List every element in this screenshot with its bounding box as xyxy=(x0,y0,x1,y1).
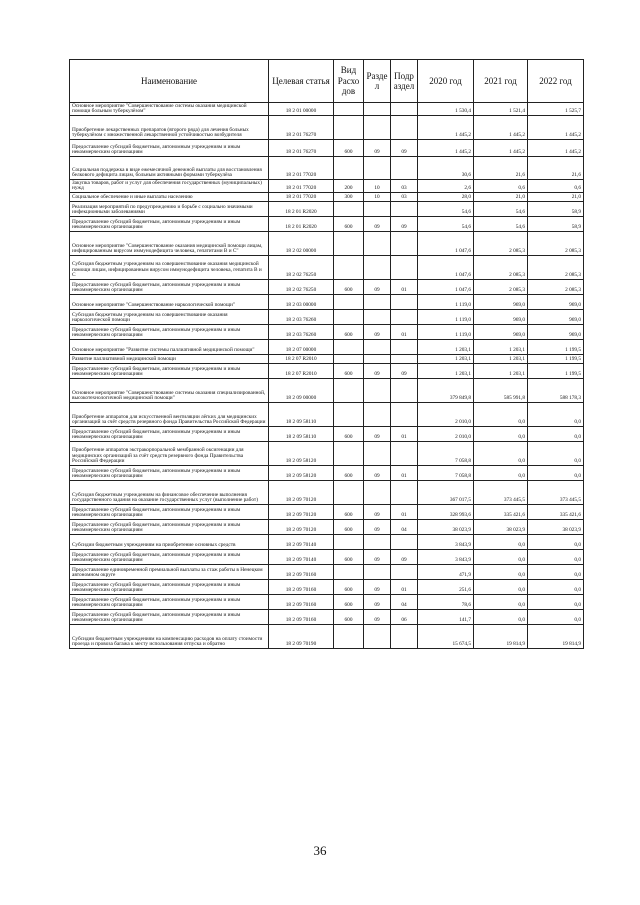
row-name: Предоставление единовременной премиальной выплаты за стаж работы в Ненецком автономном округе xyxy=(70,565,269,580)
row-value-2020: 1 047,6 xyxy=(418,280,474,295)
table-row xyxy=(70,103,584,116)
row-name: Развитие паллиативной медицинской помощи xyxy=(70,355,269,364)
row-section xyxy=(364,403,391,427)
row-target-article: 18 2 01 77020 xyxy=(269,180,334,193)
row-value-2021: 54,6 xyxy=(474,202,528,217)
row-target-article: 18 2 09 58120 xyxy=(269,442,334,466)
row-section xyxy=(364,103,391,116)
row-subsection: 09 xyxy=(391,364,418,379)
row-target-article: 18 2 01 76270 xyxy=(269,116,334,140)
row-name: Закупка товаров, работ и услуг для обеспечения государственных (муниципальных) нужд xyxy=(70,180,269,193)
row-expense-type: 600 xyxy=(334,580,364,595)
row-name: Предоставление субсидий бюджетным, автономным учреждениям и иным некоммерческим организациям xyxy=(70,325,269,340)
row-expense-type xyxy=(334,202,364,217)
row-subsection xyxy=(391,403,418,427)
row-value-2022: 58,9 xyxy=(528,217,584,232)
row-section xyxy=(364,442,391,466)
row-subsection xyxy=(391,379,418,403)
table-row xyxy=(70,379,584,403)
row-subsection xyxy=(391,256,418,280)
row-name: Основное мероприятие "Совершенствование наркологической помощи" xyxy=(70,295,269,310)
row-value-2020: 1 530,4 xyxy=(418,103,474,116)
row-value-2020: 28,0 xyxy=(418,193,474,202)
row-value-2021: 0,0 xyxy=(474,610,528,625)
row-name: Приобретение аппаратов экстракорпоральной мембранной оксигенации для медицинских организаций за счёт средств резервного фонда Правительства Российской Федерации xyxy=(70,442,269,466)
page-number: 36 xyxy=(313,843,327,858)
header-subsection: Подр аздел xyxy=(391,60,418,103)
table-row xyxy=(70,466,584,481)
row-expense-type xyxy=(334,625,364,649)
table-row xyxy=(70,157,584,180)
row-value-2022: 1 199,5 xyxy=(528,355,584,364)
row-expense-type xyxy=(334,355,364,364)
row-name: Предоставление субсидий бюджетным, автономным учреждениям и иным некоммерческим организациям xyxy=(70,466,269,481)
row-subsection: 04 xyxy=(391,595,418,610)
row-subsection: 04 xyxy=(391,520,418,535)
row-value-2022: 21,6 xyxy=(528,157,584,180)
row-value-2022: 335 421,6 xyxy=(528,505,584,520)
row-section: 09 xyxy=(364,580,391,595)
row-target-article: 18 2 02 76250 xyxy=(269,256,334,280)
row-value-2022: 2 085,3 xyxy=(528,280,584,295)
row-target-article: 18 2 07 00000 xyxy=(269,340,334,355)
row-section xyxy=(364,565,391,580)
table-row xyxy=(70,340,584,355)
row-target-article: 18 2 09 70120 xyxy=(269,481,334,505)
row-name: Предоставление субсидий бюджетным, автономным учреждениям и иным некоммерческим организациям xyxy=(70,280,269,295)
row-value-2021: 21,6 xyxy=(474,157,528,180)
row-value-2022: 1 199,5 xyxy=(528,340,584,355)
table-row xyxy=(70,202,584,217)
table-row xyxy=(70,520,584,535)
row-value-2021: 1 203,1 xyxy=(474,364,528,379)
row-name: Приобретение лекарственных препаратов (второго ряда) для лечения больных туберкулёзом с множественной лекарственной устойчивостью возбудителя xyxy=(70,116,269,140)
row-expense-type xyxy=(334,103,364,116)
row-section: 10 xyxy=(364,193,391,202)
row-target-article: 18 2 03 76260 xyxy=(269,325,334,340)
row-value-2021: 969,0 xyxy=(474,325,528,340)
row-value-2020: 1 047,6 xyxy=(418,256,474,280)
row-value-2022: 969,0 xyxy=(528,295,584,310)
row-target-article: 18 2 09 58120 xyxy=(269,466,334,481)
row-expense-type xyxy=(334,403,364,427)
row-name: Основное мероприятие "Совершенствование оказания медицинской помощи лицам, инфицированным вирусом иммунодефицита человека, гепатитами В и С" xyxy=(70,232,269,256)
table-row xyxy=(70,116,584,140)
row-value-2020: 1 203,1 xyxy=(418,355,474,364)
row-expense-type: 600 xyxy=(334,427,364,442)
row-value-2022: 969,0 xyxy=(528,310,584,325)
row-value-2021: 1 445,2 xyxy=(474,140,528,157)
row-expense-type: 600 xyxy=(334,217,364,232)
row-subsection: 01 xyxy=(391,466,418,481)
row-section: 09 xyxy=(364,364,391,379)
row-expense-type xyxy=(334,295,364,310)
row-name: Субсидия бюджетным учреждениям на финансовое обеспечение выполнения государственного задания на оказание государственных услуг (выполнение работ) xyxy=(70,481,269,505)
table-row xyxy=(70,442,584,466)
table-row xyxy=(70,427,584,442)
row-subsection xyxy=(391,232,418,256)
row-subsection xyxy=(391,481,418,505)
row-value-2022: 0,0 xyxy=(528,610,584,625)
table-row xyxy=(70,505,584,520)
table-row xyxy=(70,481,584,505)
row-value-2022: 588 178,3 xyxy=(528,379,584,403)
row-value-2021: 969,0 xyxy=(474,295,528,310)
row-value-2022: 0,6 xyxy=(528,180,584,193)
row-value-2020: 2 010,0 xyxy=(418,403,474,427)
row-section xyxy=(364,340,391,355)
row-value-2020: 1 445,2 xyxy=(418,116,474,140)
row-subsection: 03 xyxy=(391,180,418,193)
row-expense-type: 200 xyxy=(334,180,364,193)
row-value-2020: 1 119,0 xyxy=(418,310,474,325)
row-value-2022: 969,0 xyxy=(528,325,584,340)
row-subsection xyxy=(391,116,418,140)
row-value-2020: 367 017,5 xyxy=(418,481,474,505)
row-value-2021: 585 991,8 xyxy=(474,379,528,403)
row-section: 09 xyxy=(364,217,391,232)
row-subsection: 03 xyxy=(391,193,418,202)
row-name: Субсидии бюджетным учреждениям на компенсацию расходов на оплату стоимости проезда и провоза багажа к месту использования отпуска и обратно xyxy=(70,625,269,649)
row-value-2022: 2 085,3 xyxy=(528,256,584,280)
table-row xyxy=(70,580,584,595)
row-expense-type xyxy=(334,157,364,180)
row-section xyxy=(364,625,391,649)
row-name: Предоставление субсидий бюджетным, автономным учреждениям и иным некоммерческим организациям xyxy=(70,595,269,610)
row-value-2022: 1 199,5 xyxy=(528,364,584,379)
row-expense-type xyxy=(334,535,364,550)
row-expense-type: 600 xyxy=(334,550,364,565)
row-subsection xyxy=(391,535,418,550)
row-target-article: 18 2 09 70140 xyxy=(269,535,334,550)
row-value-2021: 335 421,6 xyxy=(474,505,528,520)
row-value-2020: 1 119,0 xyxy=(418,295,474,310)
row-value-2021: 0,0 xyxy=(474,466,528,481)
table-row xyxy=(70,364,584,379)
row-value-2022: 0,0 xyxy=(528,535,584,550)
row-value-2022: 1 445,2 xyxy=(528,116,584,140)
row-value-2021: 54,6 xyxy=(474,217,528,232)
table-row xyxy=(70,280,584,295)
row-subsection xyxy=(391,625,418,649)
row-value-2020: 1 047,6 xyxy=(418,232,474,256)
row-name: Основное мероприятие "Совершенствование системы оказания специализированной, высокотехнологичной медицинской помощи" xyxy=(70,379,269,403)
row-target-article: 18 2 02 76250 xyxy=(269,280,334,295)
row-value-2020: 1 203,1 xyxy=(418,364,474,379)
row-target-article: 18 2 09 70140 xyxy=(269,550,334,565)
row-subsection: 09 xyxy=(391,217,418,232)
row-value-2022: 38 023,9 xyxy=(528,520,584,535)
row-expense-type xyxy=(334,481,364,505)
row-target-article: 18 2 01 R2020 xyxy=(269,202,334,217)
row-section: 09 xyxy=(364,505,391,520)
row-value-2020: 3 843,9 xyxy=(418,550,474,565)
row-name: Предоставление субсидий бюджетным, автономным учреждениям и иным некоммерческим организациям xyxy=(70,217,269,232)
row-value-2020: 251,6 xyxy=(418,580,474,595)
row-value-2021: 1 521,4 xyxy=(474,103,528,116)
row-value-2020: 141,7 xyxy=(418,610,474,625)
table-row xyxy=(70,355,584,364)
row-value-2022: 0,0 xyxy=(528,565,584,580)
row-expense-type: 600 xyxy=(334,325,364,340)
row-value-2021: 0,0 xyxy=(474,535,528,550)
row-value-2021: 2 085,3 xyxy=(474,280,528,295)
row-expense-type xyxy=(334,232,364,256)
row-name: Субсидии бюджетным учреждениям на приобретение основных средств xyxy=(70,535,269,550)
header-expense-type: Вид Расхо дов xyxy=(334,60,364,103)
row-section: 09 xyxy=(364,325,391,340)
table-row xyxy=(70,550,584,565)
row-section xyxy=(364,157,391,180)
table-row xyxy=(70,180,584,193)
row-section xyxy=(364,116,391,140)
row-section: 09 xyxy=(364,427,391,442)
table-row xyxy=(70,217,584,232)
row-name: Предоставление субсидий бюджетным, автономным учреждениям и иным некоммерческим организациям xyxy=(70,140,269,157)
row-value-2021: 0,0 xyxy=(474,565,528,580)
row-target-article: 18 2 09 70120 xyxy=(269,505,334,520)
table-row xyxy=(70,595,584,610)
row-value-2021: 0,0 xyxy=(474,427,528,442)
row-value-2020: 30,6 xyxy=(418,157,474,180)
row-section: 10 xyxy=(364,180,391,193)
row-subsection xyxy=(391,202,418,217)
row-section: 09 xyxy=(364,520,391,535)
row-value-2021: 21,0 xyxy=(474,193,528,202)
row-subsection xyxy=(391,295,418,310)
row-value-2020: 2,6 xyxy=(418,180,474,193)
row-target-article: 18 2 09 70160 xyxy=(269,595,334,610)
row-expense-type xyxy=(334,256,364,280)
table-header-row xyxy=(70,60,584,103)
row-subsection: 01 xyxy=(391,580,418,595)
row-value-2021: 373 445,5 xyxy=(474,481,528,505)
row-value-2022: 0,0 xyxy=(528,550,584,565)
header-year-2020: 2020 год xyxy=(418,60,474,103)
row-name: Реализация мероприятий по предупреждению и борьбе с социально значимыми инфекционными заболеваниями xyxy=(70,202,269,217)
row-target-article: 18 2 09 70160 xyxy=(269,580,334,595)
row-subsection xyxy=(391,565,418,580)
row-name: Основное мероприятие "Развитие системы паллиативной медицинской помощи" xyxy=(70,340,269,355)
row-subsection: 09 xyxy=(391,140,418,157)
row-value-2021: 2 085,3 xyxy=(474,232,528,256)
row-expense-type: 600 xyxy=(334,466,364,481)
header-target-article: Целевая статья xyxy=(269,60,334,103)
row-target-article: 18 2 01 77020 xyxy=(269,157,334,180)
row-value-2020: 38 023,9 xyxy=(418,520,474,535)
row-name: Предоставление субсидий бюджетным, автономным учреждениям и иным некоммерческим организациям xyxy=(70,364,269,379)
table-row xyxy=(70,310,584,325)
row-subsection xyxy=(391,340,418,355)
row-value-2021: 1 445,2 xyxy=(474,116,528,140)
row-section xyxy=(364,535,391,550)
row-value-2020: 7 058,8 xyxy=(418,466,474,481)
row-value-2022: 373 445,5 xyxy=(528,481,584,505)
row-expense-type xyxy=(334,379,364,403)
header-year-2021: 2021 год xyxy=(474,60,528,103)
row-target-article: 18 2 03 00000 xyxy=(269,295,334,310)
row-value-2021: 19 814,9 xyxy=(474,625,528,649)
row-section: 09 xyxy=(364,140,391,157)
row-target-article: 18 2 03 76260 xyxy=(269,310,334,325)
row-value-2022: 0,0 xyxy=(528,403,584,427)
row-value-2020: 54,6 xyxy=(418,217,474,232)
row-expense-type: 600 xyxy=(334,610,364,625)
row-value-2020: 78,6 xyxy=(418,595,474,610)
row-target-article: 18 2 07 R2010 xyxy=(269,364,334,379)
row-value-2020: 2 010,0 xyxy=(418,427,474,442)
row-subsection: 01 xyxy=(391,505,418,520)
row-name: Предоставление субсидий бюджетным, автономным учреждениям и иным некоммерческим организациям xyxy=(70,580,269,595)
row-name: Субсидия бюджетным учреждениям на совершенствование оказания наркологической помощи xyxy=(70,310,269,325)
row-target-article: 18 2 01 76270 xyxy=(269,140,334,157)
row-value-2022: 1 445,2 xyxy=(528,140,584,157)
row-subsection xyxy=(391,157,418,180)
table-row xyxy=(70,325,584,340)
row-value-2021: 0,0 xyxy=(474,403,528,427)
row-value-2021: 38 023,9 xyxy=(474,520,528,535)
row-value-2022: 19 814,9 xyxy=(528,625,584,649)
row-target-article: 18 2 09 70160 xyxy=(269,565,334,580)
row-section: 09 xyxy=(364,550,391,565)
row-section xyxy=(364,295,391,310)
row-name: Социальная поддержка в виде ежемесячной денежной выплаты для восстановления белкового дефицита лицам, больным активными формами туберкулёза xyxy=(70,157,269,180)
row-section: 09 xyxy=(364,610,391,625)
row-section xyxy=(364,256,391,280)
row-section: 09 xyxy=(364,280,391,295)
row-value-2020: 7 058,8 xyxy=(418,442,474,466)
row-value-2022: 21,0 xyxy=(528,193,584,202)
table-row xyxy=(70,625,584,649)
row-target-article: 18 2 01 R2020 xyxy=(269,217,334,232)
row-value-2022: 0,0 xyxy=(528,427,584,442)
header-name: Наименование xyxy=(70,60,269,103)
row-value-2021: 0,0 xyxy=(474,595,528,610)
row-value-2020: 15 674,5 xyxy=(418,625,474,649)
row-target-article: 18 2 07 R2010 xyxy=(269,355,334,364)
row-target-article: 18 2 09 70190 xyxy=(269,625,334,649)
row-target-article: 18 2 02 00000 xyxy=(269,232,334,256)
row-target-article: 18 2 09 58110 xyxy=(269,403,334,427)
row-expense-type: 600 xyxy=(334,280,364,295)
row-section xyxy=(364,310,391,325)
row-value-2022: 0,0 xyxy=(528,595,584,610)
row-value-2022: 0,0 xyxy=(528,466,584,481)
row-expense-type: 600 xyxy=(334,140,364,157)
row-expense-type: 600 xyxy=(334,520,364,535)
row-value-2020: 3 843,9 xyxy=(418,535,474,550)
row-section xyxy=(364,355,391,364)
row-name: Предоставление субсидий бюджетным, автономным учреждениям и иным некоммерческим организациям xyxy=(70,427,269,442)
row-expense-type xyxy=(334,310,364,325)
row-expense-type: 300 xyxy=(334,193,364,202)
row-value-2020: 54,6 xyxy=(418,202,474,217)
row-target-article: 18 2 01 77020 xyxy=(269,193,334,202)
row-value-2020: 1 119,0 xyxy=(418,325,474,340)
row-target-article: 18 2 09 00000 xyxy=(269,379,334,403)
table-row xyxy=(70,565,584,580)
row-value-2021: 1 203,1 xyxy=(474,355,528,364)
header-section: Разде л xyxy=(364,60,391,103)
row-subsection xyxy=(391,103,418,116)
row-value-2021: 0,6 xyxy=(474,180,528,193)
row-value-2021: 0,0 xyxy=(474,442,528,466)
table-row xyxy=(70,232,584,256)
row-value-2022: 0,0 xyxy=(528,580,584,595)
table-row xyxy=(70,403,584,427)
row-name: Предоставление субсидий бюджетным, автономным учреждениям и иным некоммерческим организациям xyxy=(70,610,269,625)
row-target-article: 18 2 01 00000 xyxy=(269,103,334,116)
row-name: Социальное обеспечение и иные выплаты населению xyxy=(70,193,269,202)
table-row xyxy=(70,193,584,202)
row-section: 09 xyxy=(364,466,391,481)
table-row xyxy=(70,256,584,280)
row-value-2020: 1 203,1 xyxy=(418,340,474,355)
header-year-2022: 2022 год xyxy=(528,60,584,103)
row-section: 09 xyxy=(364,595,391,610)
row-name: Субсидия бюджетным учреждениям на совершенствование оказания медицинской помощи лицам, инфицированным вирусом иммунодефицита человека, гепатита В и С xyxy=(70,256,269,280)
row-subsection: 01 xyxy=(391,280,418,295)
row-name: Основное мероприятие "Совершенствование системы оказания медицинской помощи больным туберкулёзом" xyxy=(70,103,269,116)
row-section xyxy=(364,202,391,217)
table-row xyxy=(70,610,584,625)
row-subsection: 01 xyxy=(391,427,418,442)
table-row xyxy=(70,295,584,310)
row-subsection: 09 xyxy=(391,550,418,565)
row-subsection xyxy=(391,310,418,325)
row-section xyxy=(364,232,391,256)
row-name: Предоставление субсидий бюджетным, автономным учреждениям и иным некоммерческим организациям xyxy=(70,520,269,535)
row-section xyxy=(364,379,391,403)
row-name: Предоставление субсидий бюджетным, автономным учреждениям и иным некоммерческим организациям xyxy=(70,550,269,565)
row-subsection: 01 xyxy=(391,325,418,340)
row-value-2021: 2 085,3 xyxy=(474,256,528,280)
row-subsection xyxy=(391,442,418,466)
row-target-article: 18 2 09 70120 xyxy=(269,520,334,535)
row-value-2021: 0,0 xyxy=(474,580,528,595)
row-value-2022: 1 525,7 xyxy=(528,103,584,116)
row-value-2022: 2 085,3 xyxy=(528,232,584,256)
row-expense-type xyxy=(334,116,364,140)
row-value-2020: 379 849,8 xyxy=(418,379,474,403)
row-name: Приобретение аппаратов для искусственной вентиляции лёгких для медицинских организаций за счёт средств резервного фонда Правительства Российской Федерации xyxy=(70,403,269,427)
row-expense-type xyxy=(334,340,364,355)
row-value-2020: 328 993,6 xyxy=(418,505,474,520)
row-subsection xyxy=(391,355,418,364)
table-row xyxy=(70,140,584,157)
row-subsection: 06 xyxy=(391,610,418,625)
row-expense-type xyxy=(334,442,364,466)
row-section xyxy=(364,481,391,505)
row-value-2020: 1 445,2 xyxy=(418,140,474,157)
row-expense-type: 600 xyxy=(334,595,364,610)
row-expense-type: 600 xyxy=(334,364,364,379)
row-target-article: 18 2 09 58110 xyxy=(269,427,334,442)
budget-table xyxy=(69,59,584,649)
row-expense-type xyxy=(334,565,364,580)
row-value-2021: 969,0 xyxy=(474,310,528,325)
row-expense-type: 600 xyxy=(334,505,364,520)
table-row xyxy=(70,535,584,550)
row-value-2020: 471,9 xyxy=(418,565,474,580)
row-value-2022: 0,0 xyxy=(528,442,584,466)
row-value-2021: 0,0 xyxy=(474,550,528,565)
row-name: Предоставление субсидий бюджетным, автономным учреждениям и иным некоммерческим организациям xyxy=(70,505,269,520)
row-value-2022: 58,9 xyxy=(528,202,584,217)
row-target-article: 18 2 09 70160 xyxy=(269,610,334,625)
row-value-2021: 1 203,1 xyxy=(474,340,528,355)
